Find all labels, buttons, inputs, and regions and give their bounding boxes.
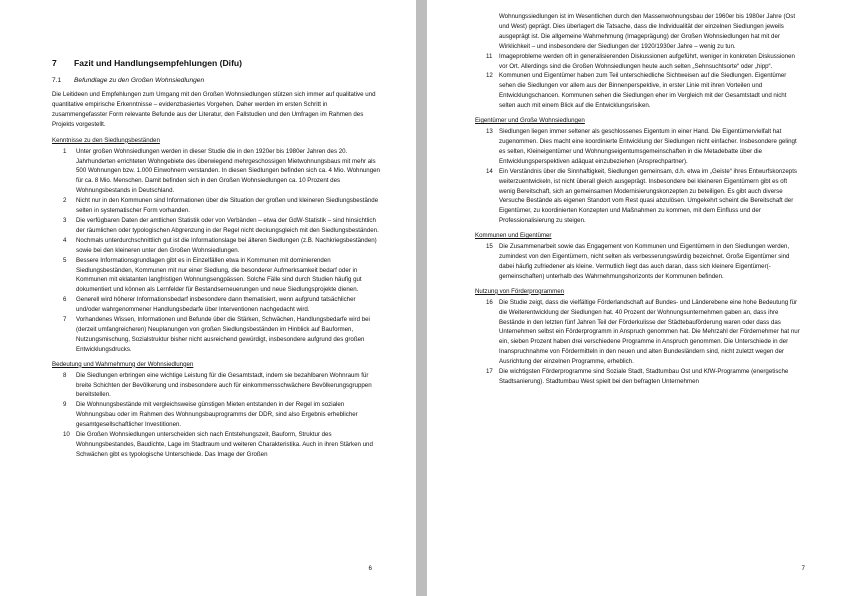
numbered-item [475, 52, 803, 72]
group-heading: Eigentümer und Große Wohnsiedlungen [475, 117, 585, 125]
section-number: 7.1 [52, 77, 62, 84]
item-number: 7 [63, 316, 67, 324]
item-number: 9 [63, 401, 67, 409]
item-text: Ein Verständnis über die Sinnhaftigkeit, Siedlungen gemeinsam, d.h. etwa im „Geiste“ ihres Entwurfskonzepts weiterzuentwickeln, ist nicht überall gleich ausgeprägt. Insbesondere bei kleineren Eigentümern gibt es oft wenig Bereitschaft, sich an gemeinsamen Modernisierungskonzepten zu beteiligen. Es gibt auch diverse Versuche Bestände als eigenen Standort vom Rest quasi abzulösen. Umgekehrt scheint die Bereitschaft der Eigentümer, zu koordinierten Konzepten und Maßnahmen zu kommen, mit dem Einfluss und der Professionalisierung zu steigen. [499, 167, 797, 225]
item-number: 5 [63, 256, 67, 264]
item-number: 3 [63, 216, 67, 224]
section-title: Befundlage zu den Großen Wohnsiedlungen [74, 77, 205, 84]
page-number: 7 [801, 565, 805, 572]
left-page-content [52, 58, 380, 465]
right-page-content [475, 12, 803, 392]
findings-group [475, 116, 803, 226]
item-number: 12 [486, 72, 493, 80]
item-number: 14 [486, 167, 493, 175]
chapter-title: Fazit und Handlungsempfehlungen (Difu) [74, 58, 243, 68]
item-number: 1 [63, 147, 67, 155]
numbered-item [52, 371, 380, 401]
group-heading: Bedeutung und Wahrnehmung der Wohnsiedlungen [52, 360, 194, 368]
item-text: Die verfügbaren Daten der amtlichen Statistik oder von Verbänden – etwa der GdW-Statistik – sind hinsichtlich der räumlichen oder typologischen Abgrenzung in der Regel nicht deckungsgleich mit den Siedlungsbeständen. [76, 216, 379, 234]
numbered-item [52, 295, 380, 315]
item-text: Nochmals unterdurchschnittlich gut ist die Informationslage bei älteren Siedlungen (z.B. Nachkriegsbeständen) sowie bei den kleineren unter den Großen Wohnsiedlungen. [76, 236, 377, 254]
numbered-item [475, 298, 803, 367]
item-number: 10 [63, 431, 70, 439]
findings-group [52, 360, 380, 460]
page-number: 6 [368, 565, 372, 572]
numbered-item [475, 367, 803, 387]
numbered-item [52, 400, 380, 430]
item-text: Die Zusammenarbeit sowie das Engagement von Kommunen und Eigentümern in den Siedlungen werden, zumindest von den Eigentümern, nicht selten als verbesserungswürdig bezeichnet. Große Eigentümer sind dabei häufig zufriedener als kleine. Vermutlich liegt das auch daran, dass sich kleinere Eigentümer(-gemeinschaften) unterhalb des Wahrnehmungshorizonts der Kommunen befinden. [499, 243, 790, 280]
item-number: 17 [486, 368, 493, 376]
item-number: 2 [63, 197, 67, 205]
item-text: Vorhandenes Wissen, Informationen und Befunde über die Stärken, Schwächen, Handlungsbedarfe wird bei (derzeit umfangreicheren) Neuplanungen von großen Siedlungsbeständen im Hinblick auf Bauformen, Nutzungsmischung, Sozialstruktur bisher nicht ausreichend gewürdigt, insbesondere aufgrund des großen Entwicklungsdrucks. [76, 316, 370, 353]
item-text: Die Siedlungen erbringen eine wichtige Leistung für die Gesamtstadt, indem sie bezahlbaren Wohnraum für breite Schichten der Bevölkerung und insbesondere auch für einkommensschwächere Bevölkerungsgruppen bereitstellen. [76, 371, 372, 399]
item-number: 8 [63, 371, 67, 379]
item-number: 4 [63, 236, 67, 244]
item-text: Die Wohnungsbestände mit vergleichsweise günstigen Mieten entstanden in der Regel im sozialen Wohnungsbau oder im Rahmen des Wohnungsbauprogramms der DDR, sind also Ergebnis erheblicher gesamtgesellschaftlicher Investitionen. [76, 401, 358, 429]
findings-group [52, 136, 380, 355]
numbered-item [475, 71, 803, 111]
chapter-heading [52, 58, 380, 68]
numbered-item [475, 167, 803, 226]
numbered-item [52, 196, 380, 216]
section-heading [52, 77, 380, 84]
findings-group [475, 52, 803, 111]
findings-group [475, 231, 803, 282]
item-number: 13 [486, 128, 493, 136]
item-text: Die wichtigsten Förderprogramme sind Soziale Stadt, Stadtumbau Ost und KfW-Programme (energetische Stadtsanierung). Stadtumbau West spielt bei den befragten Unternehmen [499, 368, 789, 385]
continued-paragraph: Wohnungssiedlungen ist im Wesentlichen durch den Massenwohnungsbau der 1960er bis 1980er Jahre (Ost und West) geprägt. Dies überlagert die Tatsache, dass die Individualität der einzelnen Siedlungen jeweils ausgeprägt ist. Die allgemeine Wahrnehmung (Imageprägung) der Großen Wohnsiedlungen hat mit der Wirklichkeit – und insbesondere der Siedlungen der 1920/1930er Jahre – wenig zu tun. [499, 13, 796, 50]
left-page [0, 0, 416, 596]
numbered-item [52, 315, 380, 355]
group-heading: Kenntnisse zu den Siedlungsbeständen [52, 136, 160, 144]
numbered-item [475, 242, 803, 282]
group-heading: Nutzung von Förderprogrammen [475, 287, 565, 295]
item-text: Unter großen Wohnsiedlungen werden in dieser Studie die in den 1920er bis 1980er Jahren des 20. Jahrhunderten errichteten Wohngebiete des überwiegend mehrgeschossigen Mietwohnungsbaus mit mehr als 500 Wohnungen bzw. 1.000 Einwohnern verstanden. In diesen Siedlungen befinden sich ca. 4 Mio. Wohnungen für ca. 8 Mio. Menschen. Damit befinden sich in den Großen Wohnsiedlungen ca. 10 Prozent des Wohnungsbestands in Deutschland. [76, 147, 380, 195]
numbered-item [475, 127, 803, 167]
item-text: Die Studie zeigt, dass die vielfältige Förderlandschaft auf Bundes- und Länderebene eine hohe Bedeutung für die Weiterentwicklung der Siedlungen hat. 40 Prozent der Wohnungsunternehmen gaben an, dass ihre Bestände in den letzten fünf Jahren Teil der Förderkulisse der Städtebauförderung waren oder dass das Unternehmen selbst ein Förderprogramm in Anspruch genommen hat. Die Mehrzahl der Fördernehmer hat nur ein, sieben Prozent haben drei verschiedene Programme in Anspruch genommen. Die Unterschiede in der Inanspruchnahme von Fördermitteln in den neuen und alten Bundesländern sind, nicht zuletzt wegen der Ausrichtung der einzelnen Programme, erheblich. [499, 298, 800, 366]
findings-group [475, 287, 803, 387]
intro-paragraph: Die Leitideen und Empfehlungen zum Umgang mit den Großen Wohnsiedlungen stützen sich immer auf qualitative und quantitative empirische Erkenntnisse – evidenzbasiertes Vorgehen. Daher werden im ersten Schritt in zusammengefasster Form relevante Befunde aus der Literatur, den Fallstudien und den Umfragen im Rahmen des Projekts vorgestellt. [52, 91, 376, 128]
numbered-item [52, 236, 380, 256]
item-number: 6 [63, 296, 67, 304]
item-text: Kommunen und Eigentümer haben zum Teil unterschiedliche Sichtweisen auf die Siedlungen. Eigentümer sehen die Siedlungen vor allem aus der Binnenperspektive, in erster Linie mit ihren Vorteilen und Entwicklungschancen. Kommunen sehen die Siedlungen eher im Vergleich mit der Gesamtstadt und nicht selten auch mit einem Blick auf die Entwicklungsrisiken. [499, 72, 787, 110]
numbered-item [52, 430, 380, 460]
right-page [427, 0, 843, 596]
numbered-item [52, 216, 380, 236]
item-number: 16 [486, 298, 493, 306]
numbered-item [52, 256, 380, 296]
group-heading: Kommunen und Eigentümer [475, 232, 552, 240]
item-text: Generell wird höherer Informationsbedarf insbesondere dann thematisiert, wenn aufgrund tatsächlicher und/oder wahrgenommener Handlungsbedarfe über Interventionen nachgedacht wird. [76, 296, 356, 314]
item-text: Imageprobleme werden oft in generalisierenden Diskussionen aufgeführt, weniger in konkreten Diskussionen vor Ort. Allerdings sind die Großen Wohnsiedlungen heute auch selten „Sehnsuchtsorte“ oder „hipp“. [499, 52, 795, 70]
item-text: Die Großen Wohnsiedlungen unterscheiden sich nach Entstehungszeit, Bauform, Struktur des Wohnungsbestandes, Baudichte, Lage im Stadtraum und weiteren Charakteristika. Auch in ihren Stärken und Schwächen gibt es typologische Unterschiede. Das Image der Großen [76, 431, 373, 458]
chapter-number: 7 [52, 58, 57, 68]
numbered-item [52, 147, 380, 197]
item-text: Bessere Informationsgrundlagen gibt es in Einzelfällen etwa in Kommunen mit dominierenden Siedlungsbeständen, Kommunen mit nur einer Siedlung, die besonderer Aufmerksamkeit bedarf oder in Kommunen mit eklatanten langfristigen Wohnungsengpässen. Solche Fälle sind durch Studien häufig gut dokumentiert und können als Lernfelder für Bestandserneuerungen und neue Siedlungsprojekte dienen. [76, 256, 362, 294]
item-number: 11 [486, 52, 493, 60]
item-text: Nicht nur in den Kommunen sind Informationen über die Situation der großen und kleineren Siedlungsbestände selten in systematischer Form vorhanden. [76, 197, 379, 215]
item-number: 15 [486, 243, 493, 251]
item-text: Siedlungen liegen immer seltener als geschlossenes Eigentum in einer Hand. Die Eigentümervielfalt hat zugenommen. Dies macht eine koordinierte Entwicklung der Siedlungen nicht einfacher. Insbesondere gelingt es selten, Kleineigentümer und Wohnungseigentumsgemeinschaften in die Metadebatte über die Entwicklungsperspektiven adäquat einzubeziehen (Ansprechpartner). [499, 128, 797, 165]
